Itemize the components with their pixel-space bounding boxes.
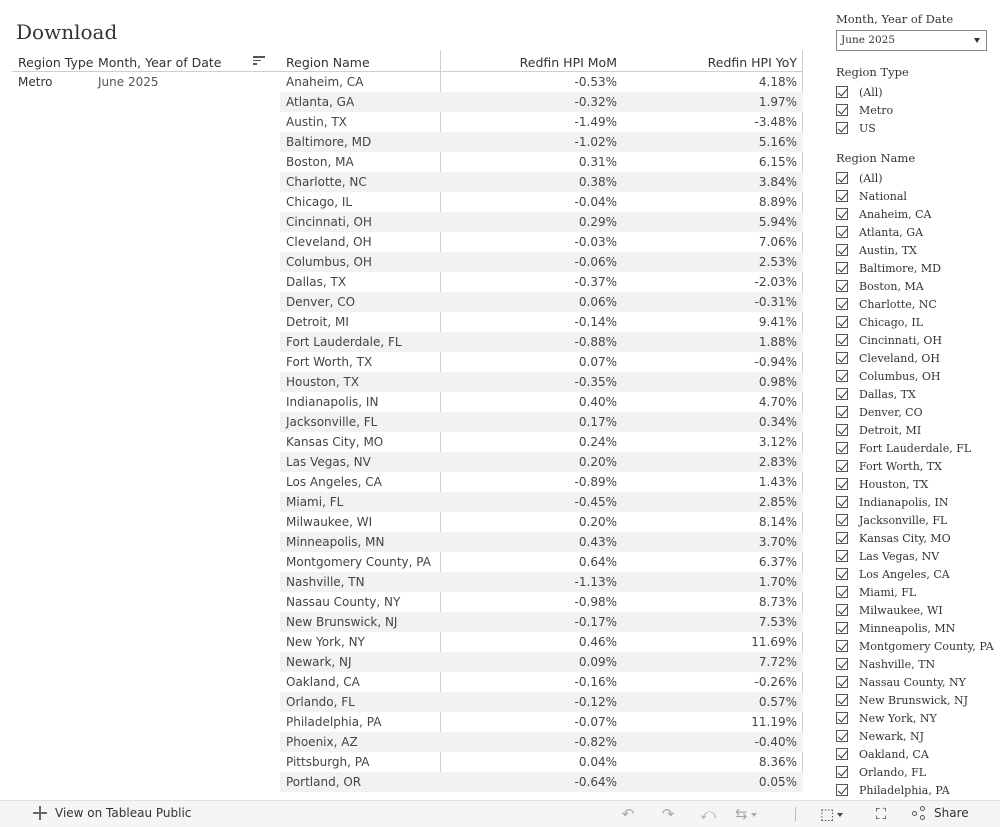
region-name-option-label: Austin, TX — [859, 243, 917, 257]
hpi-yoy-cell: 0.98% — [758, 375, 797, 389]
tableau-icon — [33, 806, 47, 820]
region-name-option-label: Anaheim, CA — [859, 207, 932, 221]
hpi-mom-cell: 0.24% — [578, 435, 617, 449]
hpi-yoy-cell: 2.53% — [758, 255, 797, 269]
table-row[interactable] — [280, 472, 803, 492]
header-region-name[interactable]: Region Name — [286, 55, 370, 70]
header-hpi-mom[interactable]: Redfin HPI MoM — [519, 55, 617, 70]
checkbox-checked-icon[interactable] — [836, 586, 848, 598]
checkbox-checked-icon[interactable] — [836, 640, 848, 652]
checkbox-checked-icon[interactable] — [836, 658, 848, 670]
region-name-option-label: Atlanta, GA — [859, 225, 924, 239]
table-row[interactable] — [280, 432, 803, 452]
region-name-option[interactable] — [836, 781, 996, 799]
table-row[interactable] — [280, 512, 803, 532]
checkbox-checked-icon[interactable] — [836, 694, 848, 706]
region-name-option[interactable] — [836, 313, 996, 331]
redo-icon[interactable]: ↷ — [661, 805, 675, 823]
checkbox-checked-icon[interactable] — [836, 122, 848, 134]
checkbox-checked-icon[interactable] — [836, 298, 848, 310]
region-name-cell: Atlanta, GA — [286, 95, 355, 109]
hpi-yoy-cell: -0.26% — [754, 675, 797, 689]
toolbar-divider — [795, 807, 796, 821]
region-type-option-label: US — [859, 121, 876, 135]
region-name-cell: Montgomery County, PA — [286, 555, 431, 569]
hpi-yoy-cell: 11.19% — [751, 715, 797, 729]
hpi-mom-cell: -0.89% — [574, 475, 617, 489]
hpi-mom-cell: -1.02% — [574, 135, 617, 149]
refresh-icon[interactable]: ⇆ — [735, 806, 771, 822]
hpi-mom-cell: -0.64% — [574, 775, 617, 789]
region-name-option-label: Chicago, IL — [859, 315, 924, 329]
region-name-cell: Jacksonville, FL — [286, 415, 378, 429]
region-type-option-label: Metro — [859, 103, 894, 117]
hpi-mom-cell: 0.07% — [578, 355, 617, 369]
hpi-yoy-cell: 0.57% — [758, 695, 797, 709]
region-name-option[interactable] — [836, 511, 996, 529]
hpi-mom-cell: 0.09% — [578, 655, 617, 669]
hpi-yoy-cell: 0.05% — [758, 775, 797, 789]
region-name-option[interactable] — [836, 493, 996, 511]
checkbox-checked-icon[interactable] — [836, 784, 848, 796]
table-row[interactable] — [280, 532, 803, 552]
table-row[interactable] — [280, 252, 803, 272]
table-row[interactable] — [280, 272, 803, 292]
table-row[interactable] — [280, 352, 803, 372]
region-name-option[interactable] — [836, 457, 996, 475]
table-row[interactable] — [280, 392, 803, 412]
bottom-toolbar — [0, 800, 1000, 827]
hpi-mom-cell: -0.04% — [574, 195, 617, 209]
region-type-filter — [836, 65, 996, 137]
region-name-option[interactable] — [836, 763, 996, 781]
region-name-cell: Fort Worth, TX — [286, 355, 373, 369]
checkbox-checked-icon[interactable] — [836, 514, 848, 526]
region-name-cell: Orlando, FL — [286, 695, 355, 709]
table-row[interactable] — [280, 112, 803, 132]
table-row[interactable] — [280, 632, 803, 652]
table-row[interactable] — [280, 132, 803, 152]
region-name-option[interactable] — [836, 403, 996, 421]
hpi-mom-cell: 0.20% — [578, 455, 617, 469]
checkbox-checked-icon[interactable] — [836, 104, 848, 116]
hpi-yoy-cell: 3.70% — [758, 535, 797, 549]
region-name-option-label: Dallas, TX — [859, 387, 916, 401]
hpi-yoy-cell: 8.14% — [758, 515, 797, 529]
region-name-option-label: New Brunswick, NJ — [859, 693, 968, 707]
hpi-yoy-cell: 2.83% — [758, 455, 797, 469]
header-region-type[interactable]: Region Type — [18, 55, 94, 70]
checkbox-checked-icon[interactable] — [836, 622, 848, 634]
hpi-yoy-cell: -0.94% — [754, 355, 797, 369]
share-button[interactable] — [912, 806, 969, 820]
region-name-option-label: Columbus, OH — [859, 369, 941, 383]
hpi-yoy-cell: 8.89% — [758, 195, 797, 209]
table-row[interactable] — [280, 312, 803, 332]
month-year-cell[interactable]: June 2025 — [98, 75, 159, 89]
region-name-cell: Newark, NJ — [286, 655, 352, 669]
checkbox-checked-icon[interactable] — [836, 712, 848, 724]
region-name-option-label: Nassau County, NY — [859, 675, 966, 689]
table-row[interactable] — [280, 712, 803, 732]
checkbox-checked-icon[interactable] — [836, 352, 848, 364]
region-name-option[interactable] — [836, 547, 996, 565]
region-name-option-label: Las Vegas, NV — [859, 549, 940, 563]
table-rows — [280, 72, 803, 792]
hpi-mom-cell: 0.38% — [578, 175, 617, 189]
hpi-mom-cell: -0.17% — [574, 615, 617, 629]
table-row[interactable] — [280, 412, 803, 432]
checkbox-checked-icon[interactable] — [836, 280, 848, 292]
region-name-option[interactable] — [836, 583, 996, 601]
hpi-mom-cell: 0.29% — [578, 215, 617, 229]
hpi-yoy-cell: 5.94% — [758, 215, 797, 229]
hpi-mom-cell: -0.32% — [574, 95, 617, 109]
region-name-cell: New York, NY — [286, 635, 365, 649]
region-name-option[interactable] — [836, 187, 996, 205]
checkbox-checked-icon[interactable] — [836, 370, 848, 382]
hpi-mom-cell: -0.07% — [574, 715, 617, 729]
region-name-cell: Cleveland, OH — [286, 235, 372, 249]
checkbox-checked-icon[interactable] — [836, 262, 848, 274]
hpi-yoy-cell: 4.18% — [758, 75, 797, 89]
region-name-option-label: (All) — [859, 171, 883, 185]
region-name-option-label: Kansas City, MO — [859, 531, 951, 545]
region-name-option[interactable] — [836, 709, 996, 727]
hpi-mom-cell: -0.35% — [574, 375, 617, 389]
hpi-yoy-cell: 6.37% — [758, 555, 797, 569]
checkbox-checked-icon[interactable] — [836, 604, 848, 616]
table-row[interactable] — [280, 732, 803, 752]
region-name-option[interactable] — [836, 601, 996, 619]
region-name-option[interactable] — [836, 673, 996, 691]
table-row[interactable] — [280, 172, 803, 192]
region-name-option-label: Charlotte, NC — [859, 297, 937, 311]
hpi-yoy-cell: 4.70% — [758, 395, 797, 409]
region-name-option-label: Nashville, TN — [859, 657, 936, 671]
checkbox-checked-icon[interactable] — [836, 244, 848, 256]
fullscreen-icon[interactable]: ⛶ — [875, 805, 887, 823]
share-icon — [912, 806, 926, 820]
hpi-yoy-cell: 2.85% — [758, 495, 797, 509]
data-table — [12, 50, 803, 788]
checkbox-checked-icon[interactable] — [836, 478, 848, 490]
region-name-option-label: National — [859, 189, 907, 203]
table-row[interactable] — [280, 552, 803, 572]
checkbox-checked-icon[interactable] — [836, 226, 848, 238]
region-name-cell: Detroit, MI — [286, 315, 349, 329]
checkbox-checked-icon[interactable] — [836, 208, 848, 220]
month-year-selected: June 2025 — [841, 34, 896, 46]
region-name-option[interactable] — [836, 205, 996, 223]
checkbox-checked-icon[interactable] — [836, 388, 848, 400]
region-name-option[interactable] — [836, 439, 996, 457]
table-row[interactable] — [280, 292, 803, 312]
region-name-cell: Philadelphia, PA — [286, 715, 382, 729]
region-type-cell[interactable]: Metro — [18, 75, 53, 89]
region-name-option-label: Miami, FL — [859, 585, 917, 599]
region-name-cell: Fort Lauderdale, FL — [286, 335, 402, 349]
region-name-cell: Phoenix, AZ — [286, 735, 358, 749]
region-name-option[interactable] — [836, 691, 996, 709]
checkbox-checked-icon[interactable] — [836, 550, 848, 562]
checkbox-checked-icon[interactable] — [836, 334, 848, 346]
hpi-yoy-cell: -3.48% — [754, 115, 797, 129]
region-name-cell: Milwaukee, WI — [286, 515, 373, 529]
region-name-cell: Denver, CO — [286, 295, 356, 309]
region-name-cell: New Brunswick, NJ — [286, 615, 398, 629]
region-type-option[interactable] — [836, 119, 996, 137]
region-name-option-label: Boston, MA — [859, 279, 924, 293]
region-name-cell: Baltimore, MD — [286, 135, 372, 149]
region-type-filter-title: Region Type — [836, 65, 909, 79]
hpi-yoy-cell: 3.12% — [758, 435, 797, 449]
region-name-filter — [836, 151, 996, 799]
hpi-yoy-cell: 8.73% — [758, 595, 797, 609]
region-name-option[interactable] — [836, 241, 996, 259]
region-name-cell: Las Vegas, NV — [286, 455, 371, 469]
hpi-yoy-cell: 11.69% — [751, 635, 797, 649]
hpi-mom-cell: 0.06% — [578, 295, 617, 309]
hpi-mom-cell: -0.12% — [574, 695, 617, 709]
region-name-cell: Oakland, CA — [286, 675, 360, 689]
hpi-mom-cell: -0.45% — [574, 495, 617, 509]
region-name-option[interactable] — [836, 169, 996, 187]
checkbox-checked-icon[interactable] — [836, 676, 848, 688]
region-name-option-label: Jacksonville, FL — [859, 513, 948, 527]
month-year-filter-title: Month, Year of Date — [836, 12, 954, 26]
region-name-option-label: Philadelphia, PA — [859, 783, 950, 797]
hpi-yoy-cell: 5.16% — [758, 135, 797, 149]
region-name-option[interactable] — [836, 421, 996, 439]
download-icon[interactable]: ⬚ — [820, 806, 852, 822]
region-name-option[interactable] — [836, 277, 996, 295]
region-name-option[interactable] — [836, 475, 996, 493]
header-hpi-yoy[interactable]: Redfin HPI YoY — [707, 55, 797, 70]
checkbox-checked-icon[interactable] — [836, 730, 848, 742]
region-name-option-label: Detroit, MI — [859, 423, 922, 437]
region-name-option-label: Montgomery County, PA — [859, 639, 994, 653]
hpi-mom-cell: -1.49% — [574, 115, 617, 129]
hpi-yoy-cell: 1.97% — [758, 95, 797, 109]
region-name-cell: Pittsburgh, PA — [286, 755, 370, 769]
hpi-yoy-cell: 1.88% — [758, 335, 797, 349]
hpi-yoy-cell: -0.31% — [754, 295, 797, 309]
checkbox-checked-icon[interactable] — [836, 172, 848, 184]
view-on-tableau-label: View on Tableau Public — [55, 806, 192, 820]
hpi-yoy-cell: 1.43% — [758, 475, 797, 489]
hpi-yoy-cell: -0.40% — [754, 735, 797, 749]
table-row[interactable] — [280, 212, 803, 232]
hpi-yoy-cell: 3.84% — [758, 175, 797, 189]
region-name-cell: Nashville, TN — [286, 575, 365, 589]
checkbox-checked-icon[interactable] — [836, 460, 848, 472]
region-name-cell: Anaheim, CA — [286, 75, 364, 89]
hpi-yoy-cell: 7.72% — [758, 655, 797, 669]
region-name-cell: Houston, TX — [286, 375, 360, 389]
region-name-option-label: Baltimore, MD — [859, 261, 941, 275]
chevron-down-icon — [974, 38, 980, 43]
undo-icon[interactable]: ↶ — [621, 805, 635, 823]
region-type-option[interactable] — [836, 101, 996, 119]
revert-icon[interactable]: ⤺ — [699, 805, 717, 823]
hpi-mom-cell: -1.13% — [574, 575, 617, 589]
hpi-mom-cell: 0.31% — [578, 155, 617, 169]
region-name-option-label: Newark, NJ — [859, 729, 925, 743]
region-name-option[interactable] — [836, 565, 996, 583]
region-name-cell: Portland, OR — [286, 775, 362, 789]
table-header — [12, 50, 803, 72]
table-row[interactable] — [280, 752, 803, 772]
sort-icon[interactable] — [253, 56, 265, 66]
hpi-mom-cell: 0.64% — [578, 555, 617, 569]
region-name-option-label: Los Angeles, CA — [859, 567, 950, 581]
region-name-cell: Charlotte, NC — [286, 175, 367, 189]
region-name-option-label: Houston, TX — [859, 477, 929, 491]
table-row[interactable] — [280, 612, 803, 632]
checkbox-checked-icon[interactable] — [836, 766, 848, 778]
region-name-cell: Columbus, OH — [286, 255, 372, 269]
region-name-cell: Kansas City, MO — [286, 435, 384, 449]
region-name-option[interactable] — [836, 529, 996, 547]
region-name-option-label: Denver, CO — [859, 405, 923, 419]
region-name-cell: Los Angeles, CA — [286, 475, 382, 489]
region-name-cell: Austin, TX — [286, 115, 347, 129]
view-on-tableau-link[interactable] — [33, 806, 191, 820]
table-row[interactable] — [280, 572, 803, 592]
hpi-mom-cell: 0.46% — [578, 635, 617, 649]
month-year-dropdown[interactable] — [836, 30, 987, 51]
table-row[interactable] — [280, 772, 803, 792]
hpi-yoy-cell: -2.03% — [754, 275, 797, 289]
hpi-mom-cell: -0.88% — [574, 335, 617, 349]
checkbox-checked-icon[interactable] — [836, 748, 848, 760]
region-name-option-label: Cincinnati, OH — [859, 333, 942, 347]
region-name-option[interactable] — [836, 367, 996, 385]
checkbox-checked-icon[interactable] — [836, 406, 848, 418]
checkbox-checked-icon[interactable] — [836, 424, 848, 436]
page-title: Download — [16, 20, 118, 44]
region-name-option[interactable] — [836, 637, 996, 655]
checkbox-checked-icon[interactable] — [836, 86, 848, 98]
hpi-mom-cell: 0.04% — [578, 755, 617, 769]
table-row[interactable] — [280, 372, 803, 392]
region-name-option-label: Fort Lauderdale, FL — [859, 441, 972, 455]
region-name-option[interactable] — [836, 349, 996, 367]
region-name-cell: Cincinnati, OH — [286, 215, 372, 229]
region-name-option[interactable] — [836, 655, 996, 673]
region-name-option-label: Minneapolis, MN — [859, 621, 956, 635]
region-name-option-label: Fort Worth, TX — [859, 459, 942, 473]
region-name-option[interactable] — [836, 331, 996, 349]
table-row[interactable] — [280, 72, 803, 92]
region-name-option-label: Indianapolis, IN — [859, 495, 949, 509]
share-label: Share — [934, 806, 969, 820]
hpi-yoy-cell: 7.53% — [758, 615, 797, 629]
hpi-mom-cell: -0.16% — [574, 675, 617, 689]
checkbox-checked-icon[interactable] — [836, 190, 848, 202]
region-name-option[interactable] — [836, 385, 996, 403]
hpi-yoy-cell: 6.15% — [758, 155, 797, 169]
hpi-mom-cell: -0.82% — [574, 735, 617, 749]
checkbox-checked-icon[interactable] — [836, 532, 848, 544]
region-name-cell: Boston, MA — [286, 155, 354, 169]
region-name-cell: Miami, FL — [286, 495, 344, 509]
region-name-cell: Dallas, TX — [286, 275, 347, 289]
header-month-year[interactable]: Month, Year of Date — [98, 55, 222, 70]
region-name-option[interactable] — [836, 745, 996, 763]
region-name-option-label: Oakland, CA — [859, 747, 929, 761]
checkbox-checked-icon[interactable] — [836, 442, 848, 454]
hpi-mom-cell: -0.14% — [574, 315, 617, 329]
table-row[interactable] — [280, 152, 803, 172]
region-name-filter-title: Region Name — [836, 151, 916, 165]
region-name-cell: Chicago, IL — [286, 195, 353, 209]
table-row[interactable] — [280, 92, 803, 112]
hpi-mom-cell: -0.03% — [574, 235, 617, 249]
hpi-mom-cell: -0.37% — [574, 275, 617, 289]
region-name-option-label: Orlando, FL — [859, 765, 927, 779]
table-row[interactable] — [280, 232, 803, 252]
hpi-mom-cell: -0.06% — [574, 255, 617, 269]
hpi-yoy-cell: 8.36% — [758, 755, 797, 769]
table-row[interactable] — [280, 192, 803, 212]
region-name-option-label: Milwaukee, WI — [859, 603, 943, 617]
checkbox-checked-icon[interactable] — [836, 316, 848, 328]
region-type-option-label: (All) — [859, 85, 883, 99]
hpi-yoy-cell: 0.34% — [758, 415, 797, 429]
table-row[interactable] — [280, 692, 803, 712]
filter-panel — [836, 12, 996, 797]
region-name-option[interactable] — [836, 259, 996, 277]
table-row[interactable] — [280, 452, 803, 472]
hpi-mom-cell: -0.98% — [574, 595, 617, 609]
checkbox-checked-icon[interactable] — [836, 496, 848, 508]
hpi-mom-cell: 0.43% — [578, 535, 617, 549]
table-row[interactable] — [280, 592, 803, 612]
hpi-yoy-cell: 7.06% — [758, 235, 797, 249]
region-type-option[interactable] — [836, 83, 996, 101]
region-name-option[interactable] — [836, 295, 996, 313]
table-row[interactable] — [280, 672, 803, 692]
table-row[interactable] — [280, 492, 803, 512]
hpi-mom-cell: -0.53% — [574, 75, 617, 89]
region-name-cell: Nassau County, NY — [286, 595, 401, 609]
region-name-option-label: Cleveland, OH — [859, 351, 940, 365]
region-name-option[interactable] — [836, 619, 996, 637]
table-row[interactable] — [280, 332, 803, 352]
hpi-mom-cell: 0.20% — [578, 515, 617, 529]
region-name-option-label: New York, NY — [859, 711, 937, 725]
hpi-mom-cell: 0.40% — [578, 395, 617, 409]
hpi-mom-cell: 0.17% — [578, 415, 617, 429]
hpi-yoy-cell: 1.70% — [758, 575, 797, 589]
region-name-option[interactable] — [836, 727, 996, 745]
region-name-cell: Indianapolis, IN — [286, 395, 379, 409]
region-name-option[interactable] — [836, 223, 996, 241]
table-row[interactable] — [280, 652, 803, 672]
checkbox-checked-icon[interactable] — [836, 568, 848, 580]
region-name-cell: Minneapolis, MN — [286, 535, 385, 549]
hpi-yoy-cell: 9.41% — [758, 315, 797, 329]
